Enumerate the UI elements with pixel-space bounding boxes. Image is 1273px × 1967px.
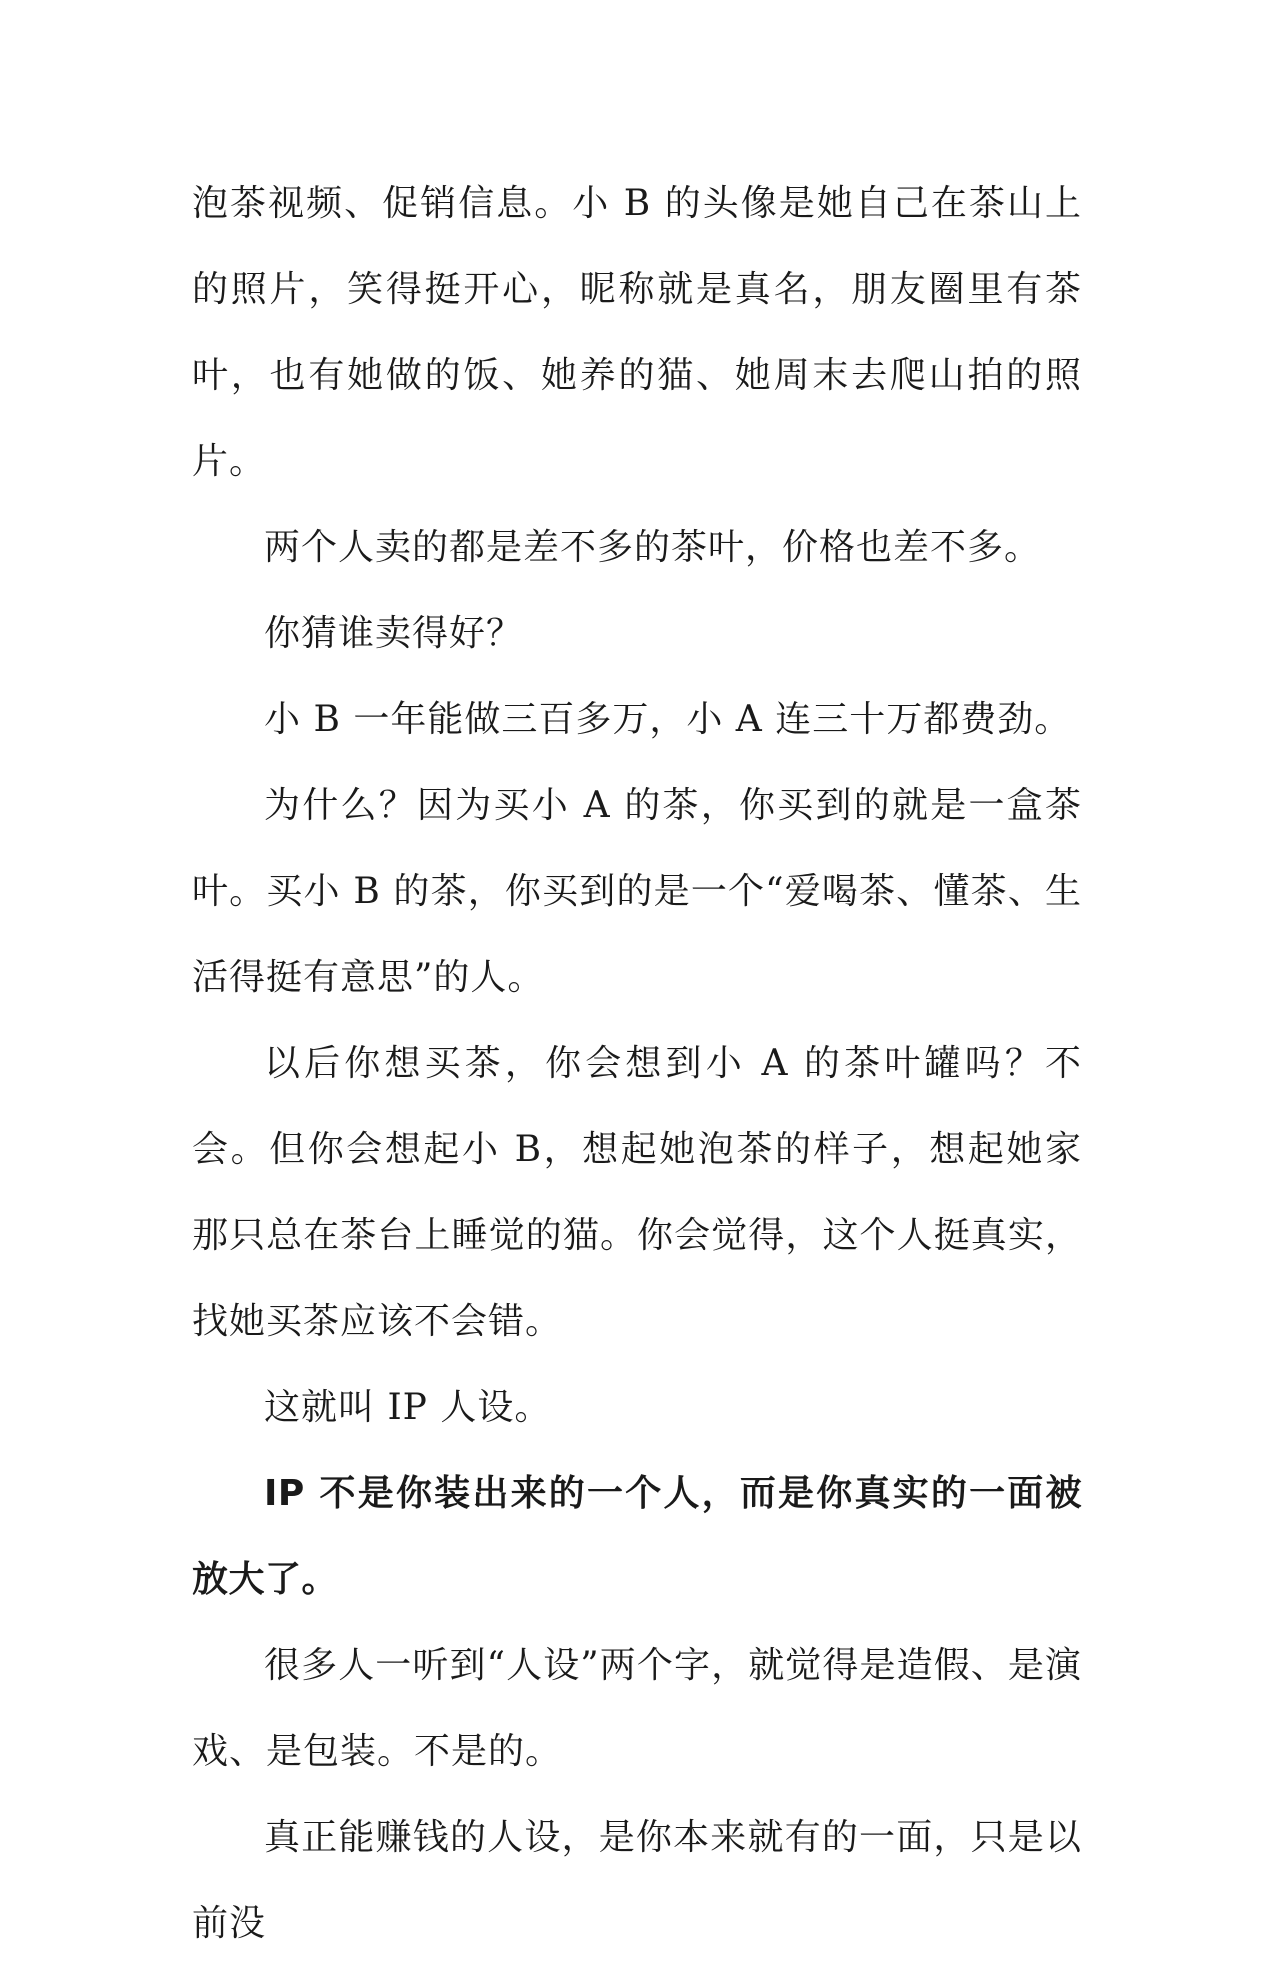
paragraph-continued: 真正能赚钱的人设，是你本来就有的一面，只是以前没 [192, 1817, 1082, 1944]
paragraph: 很多人一听到“人设”两个字，就觉得是造假、是演戏、是包装。不是的。 [192, 1645, 1082, 1772]
paragraph-continuation: 泡茶视频、促销信息。小 B 的头像是她自己在茶山上的照片，笑得挺开心，昵称就是真名，朋友圈里有茶叶，也有她做的饭、她养的猫、她周末去爬山拍的照片。 [192, 183, 1082, 482]
paragraph: 小 B 一年能做三百多万，小 A 连三十万都费劲。 [264, 699, 1072, 740]
body-text [192, 161, 1082, 1967]
paragraph: 这就叫 IP 人设。 [264, 1387, 552, 1428]
key-statement: IP 不是你装出来的一个人，而是你真实的一面被放大了。 [192, 1473, 1082, 1600]
paragraph: 以后你想买茶，你会想到小 A 的茶叶罐吗？不会。但你会想起小 B，想起她泡茶的样子，想起她家那只总在茶台上睡觉的猫。你会觉得，这个人挺真实，找她买茶应该不会错。 [192, 1043, 1082, 1342]
paragraph: 为什么？因为买小 A 的茶，你买到的就是一盒茶叶。买小 B 的茶，你买到的是一个“爱喝茶、懂茶、生活得挺有意思”的人。 [192, 785, 1082, 998]
paragraph: 两个人卖的都是差不多的茶叶，价格也差不多。 [264, 527, 1042, 568]
paragraph: 你猜谁卖得好？ [264, 613, 524, 654]
